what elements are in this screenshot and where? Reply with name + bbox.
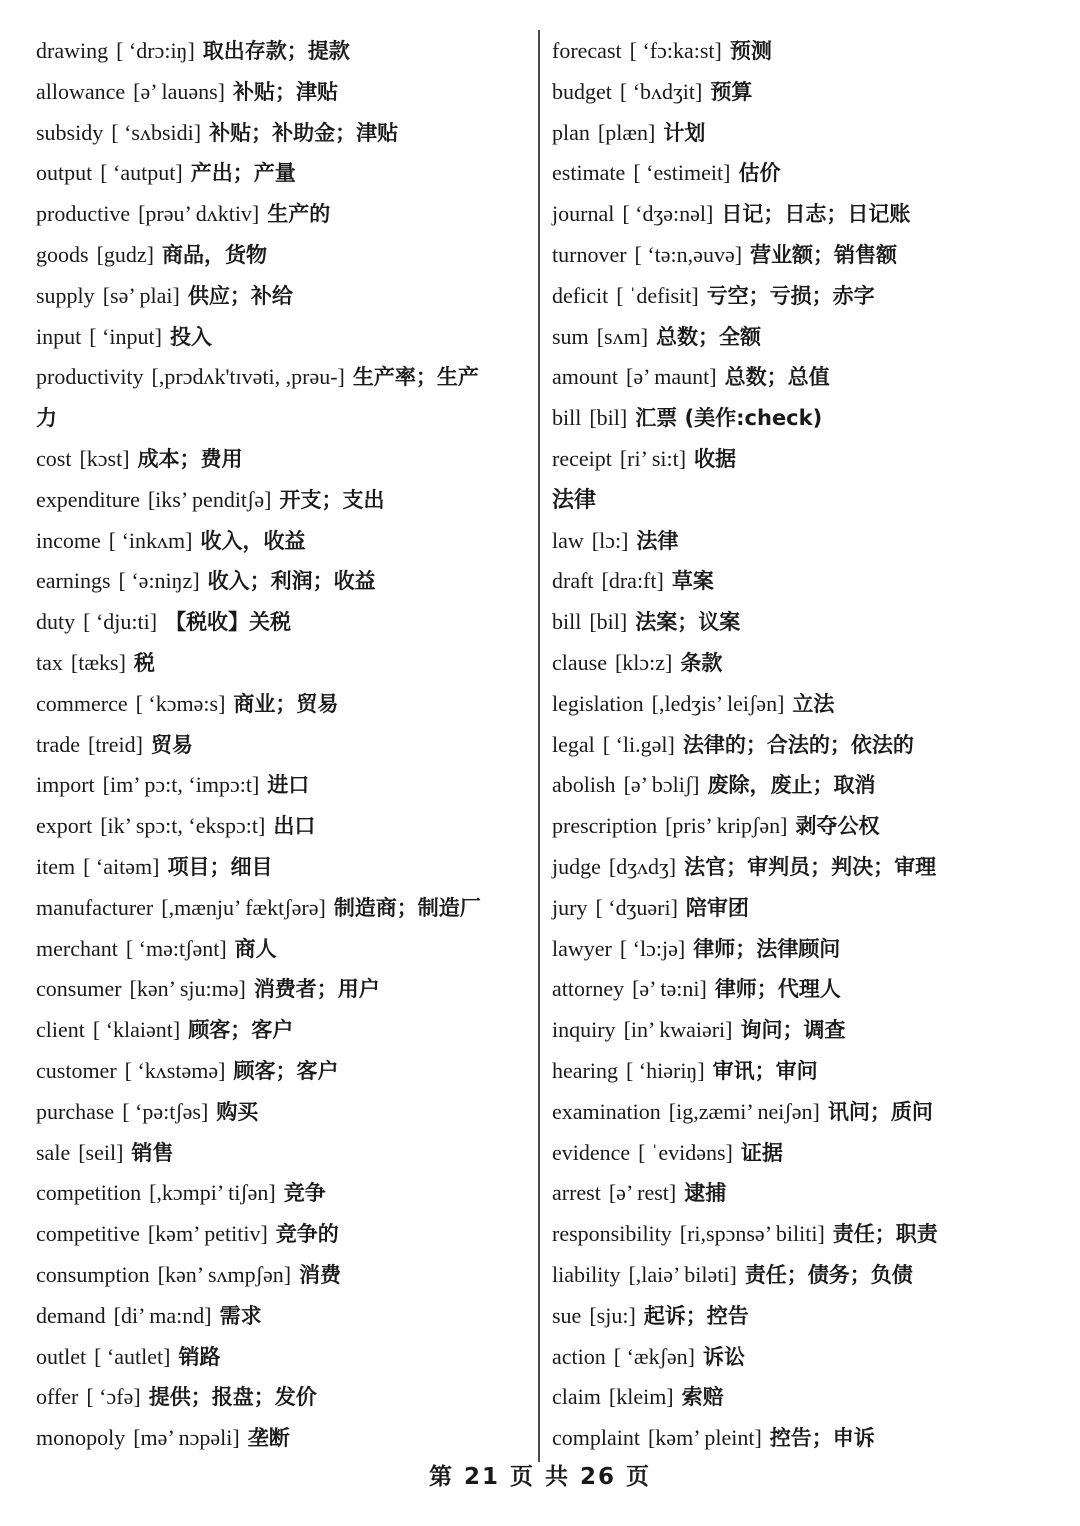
section-heading-text: 法律 <box>552 487 597 513</box>
vocab-entry <box>552 1255 1042 1296</box>
entry-pronunciation: [ ‘bʌdʒit] <box>619 78 703 104</box>
entry-pronunciation: [prəu’ dʌktiv] <box>138 201 260 227</box>
entry-word: prescription <box>552 813 658 839</box>
entry-translation: 产出；产量 <box>190 161 296 186</box>
entry-pronunciation: [ ‘input] <box>89 323 162 349</box>
entry-pronunciation: [treid] <box>87 731 143 757</box>
entry-translation: 商业；贸易 <box>233 691 339 716</box>
vocab-entry <box>36 1418 536 1459</box>
entry-translation: 日记；日志；日记账 <box>721 202 911 227</box>
entry-word: competitive <box>36 1221 140 1247</box>
entry-word: tax <box>36 649 63 675</box>
entry-pronunciation: [ ‘dʒuəri] <box>595 894 678 920</box>
column-divider <box>538 30 540 1462</box>
entry-translation: 法律 <box>636 528 679 553</box>
vocab-entry <box>552 602 1042 643</box>
entry-pronunciation: [dra:ft] <box>601 568 664 594</box>
entry-word: demand <box>36 1302 106 1328</box>
vocab-entry <box>36 561 536 602</box>
entry-word: input <box>36 323 82 349</box>
entry-word: client <box>36 1017 85 1043</box>
vocab-entry <box>36 1051 536 1092</box>
entry-word: action <box>552 1343 606 1369</box>
entry-pronunciation: [ə’ tə:ni] <box>632 976 707 1002</box>
entry-word: lawyer <box>552 935 612 961</box>
vocab-entry <box>552 31 1042 72</box>
entry-pronunciation: [gudz] <box>96 241 154 267</box>
vocab-entry <box>552 1214 1042 1255</box>
entry-translation: 收入，收益 <box>200 528 306 553</box>
entry-translation: 总数；总值 <box>724 365 830 390</box>
entry-translation: 审讯；审问 <box>712 1058 818 1083</box>
vocab-entry <box>552 847 1042 888</box>
entry-pronunciation: [ ‘hiəriŋ] <box>625 1057 705 1083</box>
vocab-entry <box>36 847 536 888</box>
entry-pronunciation: [ik’ spɔ:t, ‘ekspɔ:t] <box>100 813 266 839</box>
entry-translation: 供应；补给 <box>187 283 293 308</box>
entry-translation: 开支；支出 <box>279 487 385 512</box>
entry-pronunciation: [ ‘fɔ:ka:st] <box>629 38 722 63</box>
entry-pronunciation: [iks’ penditʃə] <box>147 486 272 512</box>
entry-translation: 汇票 (美作:check) <box>635 406 823 431</box>
entry-word: receipt <box>552 445 612 471</box>
entry-translation: 提供；报盘；发价 <box>148 1385 317 1410</box>
entry-pronunciation: [kən’ sʌmpʃən] <box>157 1261 292 1287</box>
entry-word: item <box>36 853 76 879</box>
entry-word: draft <box>552 568 594 594</box>
entry-continuation <box>36 398 536 439</box>
entry-translation: 制造商；制造厂 <box>333 895 481 920</box>
vocab-entry <box>552 194 1042 235</box>
entry-pronunciation: [ ‘kɔmə:s] <box>135 690 226 716</box>
vocab-entry <box>36 439 536 480</box>
entry-translation: 销售 <box>131 1140 174 1165</box>
entry-pronunciation: [bil] <box>589 405 628 431</box>
entry-translation: 购买 <box>216 1099 259 1124</box>
vocab-entry <box>36 969 536 1010</box>
vocab-entry <box>552 317 1042 358</box>
entry-pronunciation: [ ‘aitəm] <box>83 853 160 879</box>
entry-translation: 竞争 <box>283 1181 326 1206</box>
entry-pronunciation: [ig,zæmi’ neiʃən] <box>668 1098 820 1124</box>
entry-translation: 营业额；销售额 <box>750 242 898 267</box>
entry-word: examination <box>552 1098 661 1124</box>
entry-word: estimate <box>552 160 626 186</box>
entry-translation: 亏空；亏损；赤字 <box>706 283 875 308</box>
entry-pronunciation: [kəm’ pleint] <box>647 1425 762 1451</box>
vocab-entry <box>36 602 536 643</box>
vocab-entry <box>552 1133 1042 1174</box>
vocab-entry <box>36 888 536 929</box>
vocab-entry <box>36 1173 536 1214</box>
vocab-entry <box>552 725 1042 766</box>
entry-translation: 贸易 <box>150 732 193 757</box>
entry-pronunciation: [plæn] <box>597 119 656 145</box>
entry-translation: 项目；细目 <box>167 854 273 879</box>
vocab-entry <box>36 684 536 725</box>
entry-word: sale <box>36 1139 71 1165</box>
entry-translation: 起诉；控告 <box>643 1303 749 1328</box>
entry-word: import <box>36 772 95 798</box>
vocab-entry <box>552 1010 1042 1051</box>
vocab-entry <box>36 357 536 398</box>
vocab-entry <box>552 806 1042 847</box>
entry-translation: 法律的；合法的；依法的 <box>682 732 914 757</box>
entry-word: sum <box>552 323 589 349</box>
vocab-entry <box>36 1133 536 1174</box>
entry-translation: 估价 <box>738 161 781 186</box>
entry-word: legal <box>552 731 595 757</box>
entry-pronunciation: [ ‘autlet] <box>94 1343 171 1369</box>
entry-translation: 询问；调查 <box>740 1018 846 1043</box>
vocab-entry <box>36 765 536 806</box>
entry-pronunciation: [dʒʌdʒ] <box>608 853 677 879</box>
entry-word: output <box>36 160 93 186</box>
entry-translation: 生产率；生产 <box>352 365 479 390</box>
vocab-entry <box>36 1296 536 1337</box>
entry-translation: 投入 <box>169 324 212 349</box>
entry-word: responsibility <box>552 1221 672 1247</box>
vocab-entry <box>36 235 536 276</box>
entry-pronunciation: [ ‘inkʌm] <box>108 527 193 553</box>
entry-pronunciation: [bil] <box>589 609 628 635</box>
entry-pronunciation: [ ‘kʌstəmə] <box>124 1057 226 1083</box>
entry-translation: 法案；议案 <box>635 610 741 635</box>
entry-word: competition <box>36 1180 142 1206</box>
entry-continuation-text: 力 <box>36 406 57 431</box>
entry-word: law <box>552 527 584 553</box>
entry-pronunciation: [ri’ si:t] <box>619 445 687 471</box>
entry-pronunciation: [sju:] <box>589 1302 636 1328</box>
entry-word: forecast <box>552 38 622 63</box>
entry-translation: 竞争的 <box>275 1222 339 1247</box>
entry-word: manufacturer <box>36 894 154 920</box>
entry-word: complaint <box>552 1425 640 1451</box>
entry-translation: 税 <box>133 650 155 675</box>
entry-translation: 控告；申诉 <box>769 1426 875 1451</box>
entry-pronunciation: [ ‘mə:tʃənt] <box>125 935 227 961</box>
entry-translation: 立法 <box>792 691 835 716</box>
entry-pronunciation: [kɔst] <box>79 445 130 471</box>
entry-pronunciation: [ə’ bɔliʃ] <box>623 772 700 798</box>
entry-translation: 成本；费用 <box>137 446 243 471</box>
vocab-entry <box>552 72 1042 113</box>
vocab-entry <box>36 1214 536 1255</box>
entry-word: clause <box>552 649 607 675</box>
entry-word: goods <box>36 241 89 267</box>
entry-translation: 商品，货物 <box>161 242 267 267</box>
entry-pronunciation: [ə’ rest] <box>608 1180 677 1206</box>
entry-word: inquiry <box>552 1017 616 1043</box>
entry-word: income <box>36 527 101 553</box>
vocab-entry <box>552 643 1042 684</box>
vocab-entry <box>552 439 1042 480</box>
entry-word: evidence <box>552 1139 631 1165</box>
vocab-entry <box>36 31 536 72</box>
entry-pronunciation: [,kɔmpi’ tiʃən] <box>149 1180 276 1206</box>
entry-translation: 取出存款；提款 <box>202 39 350 63</box>
entry-translation: 垄断 <box>247 1426 290 1451</box>
entry-pronunciation: [ ‘lɔ:jə] <box>619 935 686 961</box>
entry-word: purchase <box>36 1098 115 1124</box>
vocab-entry <box>552 561 1042 602</box>
entry-pronunciation: [,mænju’ fæktʃərə] <box>161 894 326 920</box>
entry-word: productivity <box>36 364 144 390</box>
entry-word: legislation <box>552 690 644 716</box>
entry-pronunciation: [ ‘autput] <box>100 160 183 186</box>
entry-pronunciation: [ ‘dju:ti] <box>83 609 158 635</box>
entry-pronunciation: [ə’ maunt] <box>626 364 717 390</box>
entry-translation: 责任；职责 <box>832 1222 938 1247</box>
vocab-entry <box>36 72 536 113</box>
vocab-entry <box>36 1255 536 1296</box>
vocab-entry <box>36 806 536 847</box>
vocab-entry <box>36 317 536 358</box>
entry-pronunciation: [seil] <box>78 1139 124 1165</box>
vocab-entry <box>552 521 1042 562</box>
vocab-entry <box>552 684 1042 725</box>
entry-word: trade <box>36 731 80 757</box>
vocab-entry <box>36 643 536 684</box>
entry-pronunciation: [ri,spɔnsə’ biliti] <box>679 1221 825 1247</box>
entry-translation: 收据 <box>694 446 737 471</box>
entry-translation: 律师；代理人 <box>714 977 841 1002</box>
vocab-entry <box>36 276 536 317</box>
entry-translation: 法官；审判员；判决；审理 <box>684 854 937 879</box>
right-column <box>552 31 1042 1459</box>
vocab-entry <box>552 398 1042 439</box>
vocab-entry <box>552 929 1042 970</box>
entry-pronunciation: [kəm’ petitiv] <box>147 1221 268 1247</box>
entry-translation: 剥夺公权 <box>795 814 880 839</box>
vocab-entry <box>552 1173 1042 1214</box>
entry-word: expenditure <box>36 486 140 512</box>
entry-word: outlet <box>36 1343 87 1369</box>
entry-translation: 补贴；补助金；津贴 <box>209 120 399 145</box>
entry-translation: 商人 <box>234 936 277 961</box>
section-heading <box>552 480 1042 521</box>
entry-translation: 预测 <box>729 39 772 63</box>
entry-translation: 出口 <box>273 814 316 839</box>
entry-translation: 消费 <box>299 1262 342 1287</box>
entry-translation: 计划 <box>663 120 706 145</box>
entry-translation: 顾客；客户 <box>233 1058 339 1083</box>
page-footer: 第 21 页 共 26 页 <box>428 1464 652 1490</box>
entry-word: journal <box>552 201 615 227</box>
vocab-entry <box>36 1377 536 1418</box>
vocab-entry <box>36 1010 536 1051</box>
vocab-entry <box>552 1051 1042 1092</box>
vocab-entry <box>552 1337 1042 1378</box>
entry-word: budget <box>552 78 612 104</box>
entry-translation: 废除，废止；取消 <box>707 773 876 798</box>
vocab-entry <box>552 1092 1042 1133</box>
entry-translation: 陪审团 <box>685 895 749 920</box>
vocab-entry <box>36 725 536 766</box>
entry-pronunciation: [,laiə’ biləti] <box>628 1261 737 1287</box>
entry-pronunciation: [ ‘ə:niŋz] <box>118 568 200 594</box>
vocab-entry <box>552 888 1042 929</box>
entry-pronunciation: [ ‘ɔfə] <box>86 1384 141 1410</box>
vocab-entry <box>552 969 1042 1010</box>
entry-word: merchant <box>36 935 118 961</box>
entry-translation: 讯问；质问 <box>827 1099 933 1124</box>
vocab-entry <box>36 1337 536 1378</box>
entry-word: monopoly <box>36 1425 126 1451</box>
vocab-entry <box>552 113 1042 154</box>
entry-word: bill <box>552 609 582 635</box>
entry-pronunciation: [lɔ:] <box>591 527 629 553</box>
entry-pronunciation: [ ‘klaiənt] <box>92 1017 181 1043</box>
entry-word: customer <box>36 1057 117 1083</box>
entry-translation: 诉讼 <box>703 1344 746 1369</box>
entry-translation: 顾客；客户 <box>188 1018 294 1043</box>
entry-pronunciation: [im’ pɔ:t, ‘impɔ:t] <box>102 772 260 798</box>
entry-word: claim <box>552 1384 601 1410</box>
entry-word: turnover <box>552 241 627 267</box>
entry-pronunciation: [in’ kwaiəri] <box>623 1017 733 1043</box>
entry-word: deficit <box>552 282 609 308</box>
entry-pronunciation: [ ‘drɔ:iŋ] <box>116 38 195 63</box>
entry-translation: 生产的 <box>267 202 331 227</box>
entry-word: plan <box>552 119 590 145</box>
entry-translation: 逮捕 <box>684 1181 727 1206</box>
entry-pronunciation: [ ‘dʒə:nəl] <box>622 201 714 227</box>
vocab-entry <box>552 276 1042 317</box>
entry-pronunciation: [ ‘pə:tʃəs] <box>122 1098 209 1124</box>
entry-translation: 条款 <box>680 650 723 675</box>
entry-word: abolish <box>552 772 616 798</box>
entry-word: bill <box>552 405 582 431</box>
entry-pronunciation: [ ‘li.gəl] <box>602 731 675 757</box>
entry-pronunciation: [di’ ma:nd] <box>113 1302 212 1328</box>
entry-word: consumer <box>36 976 122 1002</box>
entry-word: attorney <box>552 976 625 1002</box>
entry-pronunciation: [pris’ kripʃən] <box>665 813 788 839</box>
entry-pronunciation: [,prɔdʌk'tɪvəti, ,prəu-] <box>151 364 345 390</box>
entry-word: amount <box>552 364 618 390</box>
entry-translation: 总数；全额 <box>656 324 762 349</box>
entry-translation: 证据 <box>740 1140 783 1165</box>
entry-pronunciation: [klɔ:z] <box>614 649 673 675</box>
entry-pronunciation: [ ‘tə:n,əuvə] <box>634 241 743 267</box>
vocab-entry <box>552 765 1042 806</box>
entry-pronunciation: [ ‘ækʃən] <box>613 1343 696 1369</box>
entry-pronunciation: [ ˈdefisit] <box>616 282 699 308</box>
entry-translation: 责任；债务；负债 <box>744 1262 913 1287</box>
entry-translation: 【税收】关税 <box>165 610 292 635</box>
entry-pronunciation: [sə’ plai] <box>102 282 180 308</box>
vocab-entry <box>36 1092 536 1133</box>
entry-word: export <box>36 813 93 839</box>
entry-word: subsidy <box>36 119 104 145</box>
entry-translation: 草案 <box>671 569 714 594</box>
entry-word: offer <box>36 1384 79 1410</box>
vocab-entry <box>552 1377 1042 1418</box>
entry-word: productive <box>36 201 131 227</box>
vocab-entry <box>36 194 536 235</box>
entry-word: hearing <box>552 1057 618 1083</box>
vocab-entry <box>36 521 536 562</box>
entry-translation: 需求 <box>219 1303 262 1328</box>
entry-word: drawing <box>36 38 109 63</box>
entry-pronunciation: [ ˈevidəns] <box>638 1139 733 1165</box>
entry-pronunciation: [,ledʒis’ leiʃən] <box>651 690 785 716</box>
entry-pronunciation: [tæks] <box>70 649 126 675</box>
entry-translation: 进口 <box>267 773 310 798</box>
vocab-entry <box>552 235 1042 276</box>
entry-word: jury <box>552 894 588 920</box>
entry-translation: 补贴；津贴 <box>233 79 338 104</box>
left-column <box>36 31 536 1459</box>
entry-translation: 消费者；用户 <box>253 977 380 1002</box>
vocab-entry <box>552 1418 1042 1459</box>
entry-pronunciation: [kən’ sju:mə] <box>129 976 246 1002</box>
entry-word: cost <box>36 445 72 471</box>
entry-word: liability <box>552 1261 621 1287</box>
entry-translation: 索赔 <box>681 1385 724 1410</box>
entry-pronunciation: [ ‘sʌbsidi] <box>111 119 202 145</box>
entry-pronunciation: [ ‘estimeit] <box>633 160 731 186</box>
entry-pronunciation: [ə’ lauəns] <box>133 78 225 104</box>
entry-word: duty <box>36 609 76 635</box>
entry-word: earnings <box>36 568 111 594</box>
entry-word: consumption <box>36 1261 150 1287</box>
vocab-entry <box>552 153 1042 194</box>
entry-translation: 销路 <box>178 1344 221 1369</box>
vocab-entry <box>36 480 536 521</box>
entry-pronunciation: [mə’ nɔpəli] <box>133 1425 240 1451</box>
entry-pronunciation: [kleim] <box>608 1384 674 1410</box>
vocab-entry <box>552 1296 1042 1337</box>
vocab-entry <box>36 929 536 970</box>
entry-word: supply <box>36 282 95 308</box>
vocab-entry <box>552 357 1042 398</box>
vocab-entry <box>36 153 536 194</box>
entry-translation: 预算 <box>710 79 753 104</box>
entry-word: sue <box>552 1302 582 1328</box>
entry-translation: 收入；利润；收益 <box>207 569 376 594</box>
entry-word: commerce <box>36 690 128 716</box>
entry-word: arrest <box>552 1180 601 1206</box>
entry-word: allowance <box>36 78 126 104</box>
entry-pronunciation: [sʌm] <box>596 323 649 349</box>
vocab-entry <box>36 113 536 154</box>
entry-translation: 律师；法律顾问 <box>693 936 841 961</box>
entry-word: judge <box>552 853 601 879</box>
